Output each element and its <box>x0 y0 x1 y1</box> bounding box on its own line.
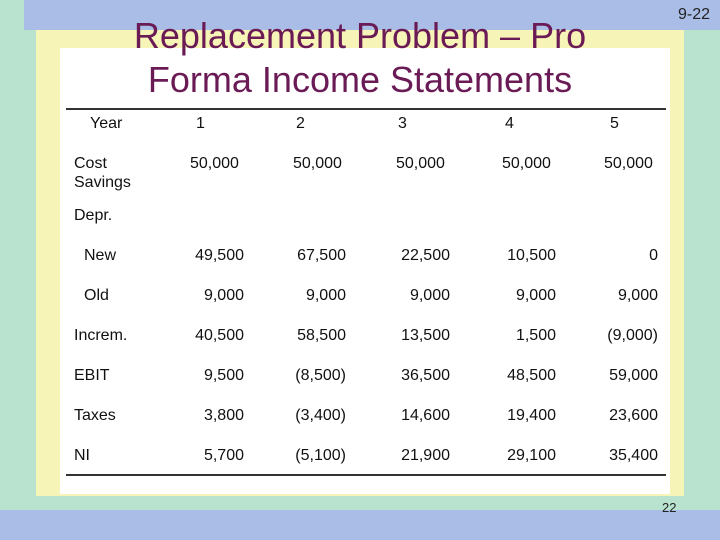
cost-savings-y4: 50,000 <box>502 155 551 172</box>
taxes-y1: 3,800 <box>203 407 244 424</box>
cost-savings-y3: 50,000 <box>396 155 445 172</box>
increm-y3: 13,500 <box>401 327 450 344</box>
content-panel <box>60 48 670 494</box>
ni-y1: 5,700 <box>203 447 244 464</box>
new-label: New <box>84 247 117 264</box>
old-y3: 9,000 <box>409 287 450 304</box>
depr-label: Depr. <box>74 207 113 224</box>
slide-number: 9-22 <box>677 6 710 23</box>
ebit-y2: (8,500) <box>295 367 346 384</box>
increm-y2: 58,500 <box>297 327 346 344</box>
new-y1: 49,500 <box>195 247 244 264</box>
new-y3: 22,500 <box>401 247 450 264</box>
cost-savings-y1: 50,000 <box>190 155 239 172</box>
increm-label: Increm. <box>74 327 128 344</box>
old-y5: 9,000 <box>617 287 658 304</box>
old-label: Old <box>84 287 109 304</box>
year-5-header: 5 <box>610 115 619 132</box>
year-2-header: 2 <box>296 115 305 132</box>
ebit-y3: 36,500 <box>401 367 450 384</box>
title-line-1: Replacement Problem – Pro <box>133 15 587 56</box>
cost-savings-label: Cost Savings <box>74 155 131 191</box>
new-y2: 67,500 <box>297 247 346 264</box>
taxes-y4: 19,400 <box>507 407 556 424</box>
cost-savings-y5: 50,000 <box>604 155 653 172</box>
ni-y2: (5,100) <box>295 447 346 464</box>
table-bottom-rule <box>66 474 666 476</box>
ebit-label: EBIT <box>74 367 110 384</box>
table-top-rule <box>66 108 666 110</box>
year-header: Year <box>90 115 123 132</box>
taxes-label: Taxes <box>74 407 116 424</box>
cost-savings-y2: 50,000 <box>293 155 342 172</box>
new-y4: 10,500 <box>507 247 556 264</box>
year-4-header: 4 <box>505 115 514 132</box>
ebit-y1: 9,500 <box>203 367 244 384</box>
ebit-y5: 59,000 <box>609 367 658 384</box>
increm-y5: (9,000) <box>607 327 658 344</box>
page-number: 22 <box>662 500 677 515</box>
year-1-header: 1 <box>196 115 205 132</box>
ni-label: NI <box>74 447 90 464</box>
title-line-2: Forma Income Statements <box>147 59 573 100</box>
old-y2: 9,000 <box>305 287 346 304</box>
old-y4: 9,000 <box>515 287 556 304</box>
new-y5: 0 <box>649 247 658 264</box>
bottom-band <box>0 510 720 540</box>
old-y1: 9,000 <box>203 287 244 304</box>
ebit-y4: 48,500 <box>507 367 556 384</box>
ni-y5: 35,400 <box>609 447 658 464</box>
ni-y4: 29,100 <box>507 447 556 464</box>
slide-title <box>60 14 660 102</box>
increm-y4: 1,500 <box>515 327 556 344</box>
year-3-header: 3 <box>398 115 407 132</box>
ni-y3: 21,900 <box>401 447 450 464</box>
increm-y1: 40,500 <box>195 327 244 344</box>
taxes-y5: 23,600 <box>609 407 658 424</box>
taxes-y3: 14,600 <box>401 407 450 424</box>
taxes-y2: (3,400) <box>295 407 346 424</box>
